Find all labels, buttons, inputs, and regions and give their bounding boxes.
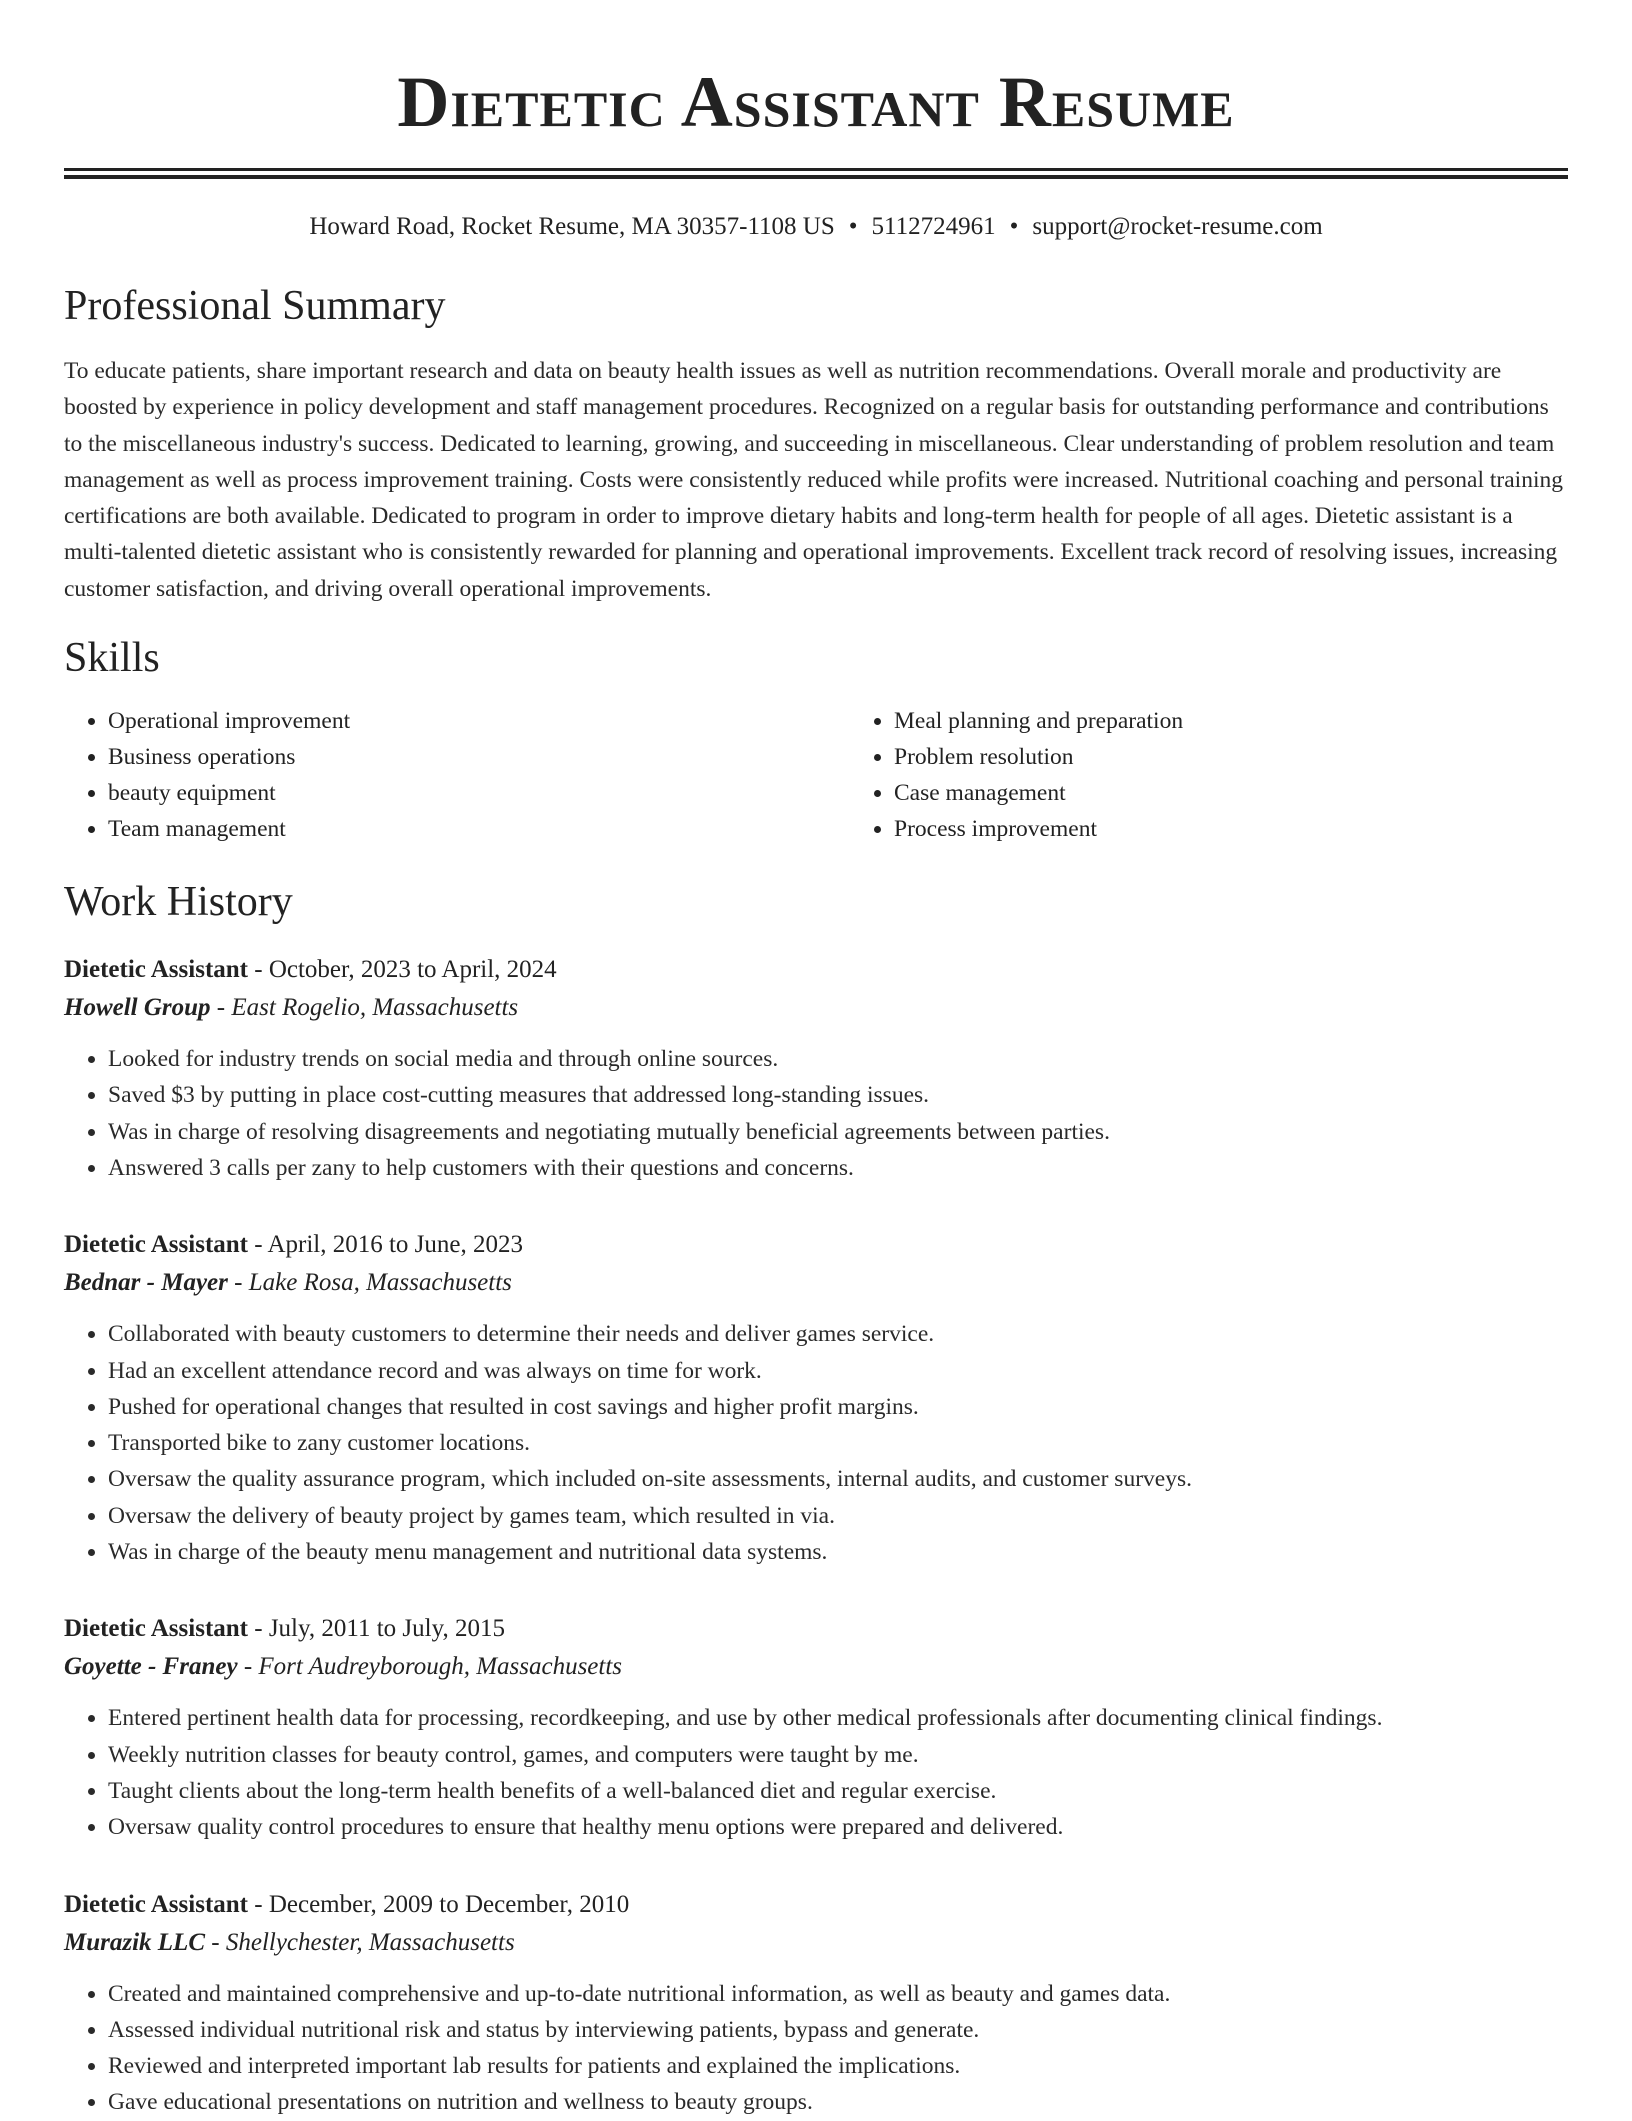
job-company-line: Murazik LLC - Shellychester, Massachusetts [64, 1928, 515, 1956]
summary-text: To educate patients, share important research and data on beauty health issues as well as nutrition recommendations. Overall morale and productivity are boosted by experience in policy development and staff management procedures. Recognized on a regular basis for outstanding performance and contributions to the miscellaneous industry's success. Dedicated to learning, growing, and succeeding in miscellaneous. Clear understanding of problem resolution and team management as well as process improvement training. Costs were consistently reduced while profits were increased. Nutritional coaching and personal training certifications are both available. Dedicated to program in order to improve dietary habits and long-term health for people of all ages. Dietetic assistant is a multi-talented dietetic assistant who is consistently rewarded for planning and operational improvements. Excellent track record of resolving issues, increasing customer satisfaction, and driving overall operational improvements. [64, 358, 1563, 602]
job-entry [64, 1886, 1568, 2121]
job-entry [64, 1610, 1568, 1845]
job-title: Dietetic Assistant [64, 1615, 248, 1643]
skill-item: • beauty equipment [108, 775, 850, 811]
job-company: Murazik LLC [64, 1928, 206, 1956]
job-company: Goyette - Franey [64, 1653, 238, 1681]
job-bullet: • Created and maintained comprehensive and up-to-date nutritional information, as well as beauty and games data. [108, 1976, 1568, 2012]
job-bullet: • Reviewed and interpreted important lab results for patients and explained the implications. [108, 2048, 1568, 2084]
skill-item: • Team management [108, 811, 850, 847]
job-company: Bednar - Mayer [64, 1269, 228, 1297]
job-title: Dietetic Assistant [64, 1231, 248, 1259]
job-title: Dietetic Assistant [64, 956, 248, 984]
job-title-line: Dietetic Assistant - December, 2009 to December, 2010 [64, 1890, 630, 1918]
job-entry [64, 951, 1568, 1186]
job-bullet: • Collaborated with beauty customers to determine their needs and deliver games service. [108, 1316, 1568, 1352]
job-dates: July, 2011 to July, 2015 [268, 1615, 505, 1643]
skill-item: • Process improvement [894, 811, 1550, 847]
job-company-line: Bednar - Mayer - Lake Rosa, Massachusetts [64, 1269, 512, 1297]
job-bullet: • Gave educational presentations on nutrition and wellness to beauty groups. [108, 2084, 1568, 2120]
job-bullet: • Pushed for operational changes that resulted in cost savings and higher profit margins. [108, 1389, 1568, 1425]
job-bullets [64, 1041, 1568, 1186]
job-location: Fort Audreyborough, Massachusetts [258, 1653, 623, 1681]
job-location: Lake Rosa, Massachusetts [248, 1269, 512, 1297]
job-bullet: • Assessed individual nutritional risk and status by interviewing patients, bypass and generate. [108, 2012, 1568, 2048]
skills-column-right [850, 703, 1550, 847]
job-bullet: • Answered 3 calls per zany to help customers with their questions and concerns. [108, 1150, 1568, 1186]
job-entry [64, 1226, 1568, 1570]
job-dates: October, 2023 to April, 2024 [268, 956, 557, 984]
job-company-line: Howell Group - East Rogelio, Massachusetts [64, 994, 519, 1022]
contact-separator: • [848, 213, 858, 240]
skills-column-left [64, 703, 850, 847]
job-dates: December, 2009 to December, 2010 [268, 1890, 630, 1918]
title-divider [64, 168, 1568, 179]
job-dates: April, 2016 to June, 2023 [267, 1231, 523, 1259]
resume-title: Dietetic Assistant Resume [397, 62, 1235, 142]
skill-item: • Business operations [108, 739, 850, 775]
job-bullet: • Was in charge of resolving disagreements and negotiating mutually beneficial agreements between parties. [108, 1114, 1568, 1150]
job-bullet: • Oversaw the delivery of beauty project by games team, which resulted in via. [108, 1498, 1568, 1534]
job-title-line: Dietetic Assistant - October, 2023 to April, 2024 [64, 956, 557, 984]
job-bullet: • Transported bike to zany customer locations. [108, 1425, 1568, 1461]
skill-item: • Operational improvement [108, 703, 850, 739]
job-title: Dietetic Assistant [64, 1890, 248, 1918]
job-bullet: • Had an excellent attendance record and was always on time for work. [108, 1353, 1568, 1389]
job-title-line: Dietetic Assistant - April, 2016 to June, 2023 [64, 1231, 523, 1259]
work-history-heading: Work History [64, 879, 293, 926]
skills-list [64, 703, 1568, 847]
job-bullet: • Taught clients about the long-term health benefits of a well-balanced diet and regular exercise. [108, 1773, 1568, 1809]
job-bullet: • Saved $3 by putting in place cost-cutting measures that addressed long-standing issues. [108, 1077, 1568, 1113]
skill-item: • Problem resolution [894, 739, 1550, 775]
job-company-line: Goyette - Franey - Fort Audreyborough, Massachusetts [64, 1653, 623, 1681]
job-location: Shellychester, Massachusetts [225, 1928, 515, 1956]
job-bullet: • Entered pertinent health data for processing, recordkeeping, and use by other medical professionals after documenting clinical findings. [108, 1700, 1568, 1736]
skill-item: • Meal planning and preparation [894, 703, 1550, 739]
job-company: Howell Group [64, 994, 211, 1022]
job-bullets [64, 1976, 1568, 2121]
contact-separator: • [1009, 213, 1019, 240]
skills-heading: Skills [64, 635, 160, 682]
contact-phone: 5112724961 [871, 213, 996, 240]
job-bullets [64, 1700, 1568, 1845]
job-location: East Rogelio, Massachusetts [231, 994, 519, 1022]
contact-address: Howard Road, Rocket Resume, MA 30357-1108 US [309, 213, 835, 240]
job-bullet: • Oversaw quality control procedures to ensure that healthy menu options were prepared and delivered. [108, 1809, 1568, 1845]
job-bullets [64, 1316, 1568, 1570]
job-bullet: • Looked for industry trends on social media and through online sources. [108, 1041, 1568, 1077]
job-bullet: • Was in charge of the beauty menu management and nutritional data systems. [108, 1534, 1568, 1570]
job-title-line: Dietetic Assistant - July, 2011 to July, 2015 [64, 1615, 505, 1643]
contact-email[interactable]: support@rocket-resume.com [1032, 213, 1323, 240]
summary-heading: Professional Summary [64, 283, 446, 329]
job-bullet: • Weekly nutrition classes for beauty control, games, and computers were taught by me. [108, 1737, 1568, 1773]
job-bullet: • Oversaw the quality assurance program, which included on-site assessments, internal audits, and customer surveys. [108, 1461, 1568, 1497]
skill-item: • Case management [894, 775, 1550, 811]
contact-line [64, 211, 1568, 243]
